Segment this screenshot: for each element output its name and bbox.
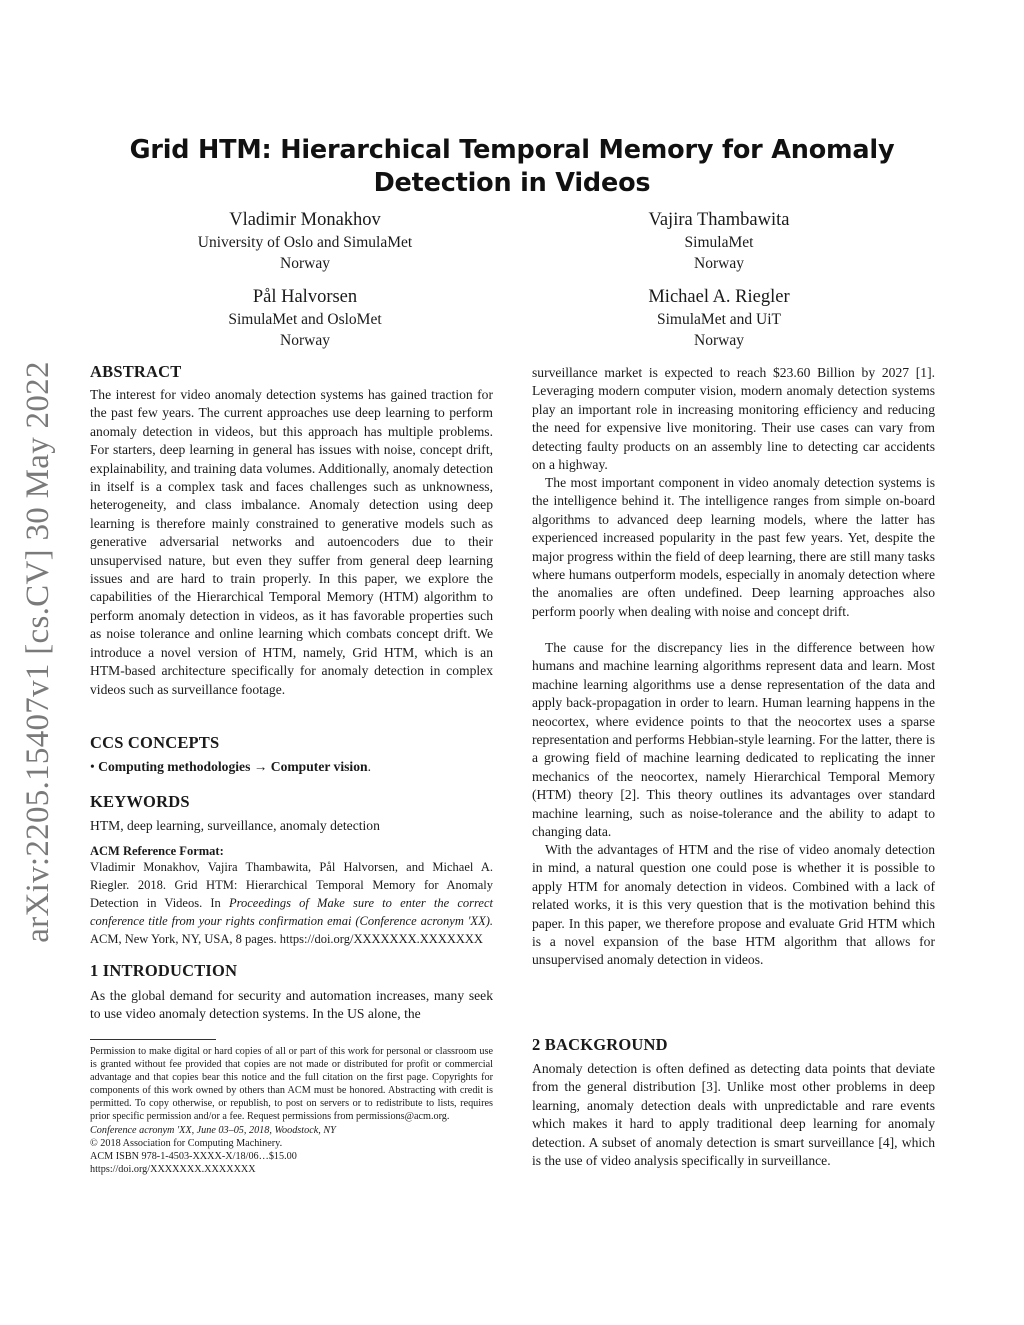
author-country: Norway bbox=[694, 332, 744, 349]
author-name: Pål Halvorsen bbox=[252, 287, 358, 307]
footnote-doi: https://doi.org/XXXXXXX.XXXXXXX bbox=[90, 1164, 256, 1175]
author-affiliation: SimulaMet bbox=[684, 234, 754, 251]
title-line-1: Grid HTM: Hierarchical Temporal Memory for Anomaly bbox=[129, 135, 895, 165]
author-affiliation: SimulaMet and OsloMet bbox=[228, 311, 382, 328]
introduction-paragraph-2: The most important component in video anomaly detection systems is the intelligence behind it. The intelligence ranges from simple on-board algorithms to advanced deep learning models, where the latter has experienced increased popularity in the past few years. Yet, despite the major progress within the field of deep learning, there are still many tasks where humans outperform models, especially in anomaly detection where the anomalies are often undefined. Deep learning approaches also perform poorly when dealing with noise and concept drift. bbox=[532, 475, 935, 619]
author-country: Norway bbox=[280, 255, 330, 272]
author-affiliation: University of Oslo and SimulaMet bbox=[197, 234, 413, 251]
author-country: Norway bbox=[694, 255, 744, 272]
footnote-conference: Conference acronym 'XX, June 03–05, 2018, Woodstock, NY bbox=[90, 1125, 336, 1136]
acm-reference-text bbox=[90, 858, 493, 948]
abstract-heading: ABSTRACT bbox=[90, 362, 182, 381]
ccs-period: . bbox=[367, 759, 371, 774]
keywords-heading: KEYWORDS bbox=[90, 792, 190, 811]
footnote-isbn: ACM ISBN 978-1-4503-XXXX-X/18/06…$15.00 bbox=[90, 1151, 297, 1162]
ccs-concept bbox=[90, 758, 493, 776]
title-line-2: Detection in Videos bbox=[373, 168, 651, 198]
acm-reference-authors: Vladimir Monakhov, Vajira Thambawita, Pål Halvorsen, and Michael A. Riegler. 2018. Grid HTM: Hierarchical Temporal Memory for Anomaly Detection in Videos. In bbox=[90, 860, 493, 910]
author-affiliation: SimulaMet and UiT bbox=[657, 311, 781, 328]
introduction-paragraph-3: The cause for the discrepancy lies in the difference between how humans and machine learning algorithms represent data and learn. Most machine learning algorithms use a dense representation of the data and apply back-propagation in order to learn. Human learning happens in the neocortex, where evidence points to that the neocortex uses a sparse representation and performs Hebbian-style learning. For the latter, there is a growing field of machine learning dedicated to replicating the inner mechanics of the neocortex, namely Hierarchical Temporal Memory (HTM) theory [2]. This theory outlines its advantages over standard machine learning, such as noise-tolerance and the ability to adapt to changing data. bbox=[532, 640, 935, 840]
footnote-copyright: © 2018 Association for Computing Machinery. bbox=[90, 1138, 283, 1149]
acm-reference-publisher: ACM, New York, NY, USA, 8 pages. https://doi.org/XXXXXXX.XXXXXXX bbox=[90, 932, 483, 946]
ccs-bullet: • bbox=[90, 759, 95, 774]
author-name: Michael A. Riegler bbox=[648, 287, 790, 307]
ccs-heading: CCS CONCEPTS bbox=[90, 733, 220, 752]
ccs-concept-path: Computing methodologies → Computer vision bbox=[98, 759, 368, 774]
introduction-text-left: As the global demand for security and automation increases, many seek to use video anomaly detection systems. In the US alone, the bbox=[90, 988, 493, 1022]
acm-reference-heading: ACM Reference Format: bbox=[90, 844, 224, 858]
background-text: Anomaly detection is often defined as detecting data points that deviate from the general distribution [3]. Unlike most other problems in deep learning, anomaly detection deals with unpredictable and rare events which makes it hard to apply traditional deep learning for anomaly detection. A subset of anomaly detection is smart surveillance [4], which is the use of video analysis specifically in surveillance. bbox=[532, 1061, 935, 1169]
author-block-4 bbox=[564, 285, 874, 351]
introduction-paragraph-1: surveillance market is expected to reach $23.60 Billion by 2027 [1]. Leveraging modern computer vision, modern anomaly detection systems play an important role in increasing monitoring efficiency and reducing the need for expensive live monitoring. Their use cases can vary from detecting faulty products on an assembly line to detecting car accidents on a highway. bbox=[532, 365, 935, 473]
author-country: Norway bbox=[280, 332, 330, 349]
introduction-heading: 1 INTRODUCTION bbox=[90, 961, 238, 980]
arxiv-sidebar-stamp: arXiv:2205.15407v1 [cs.CV] 30 May 2022 bbox=[20, 361, 56, 943]
author-block-3 bbox=[150, 285, 460, 351]
author-block-2 bbox=[564, 208, 874, 274]
author-name: Vajira Thambawita bbox=[648, 210, 790, 230]
introduction-paragraph-4: With the advantages of HTM and the rise of video anomaly detection in mind, a natural question one could pose is whether it is possible to apply HTM for anomaly detection in videos. Combined with a lack of related works, it is this very question that is the motivation behind this paper. In this paper, we therefore propose and evaluate Grid HTM which is a novel expansion of the base HTM algorithm that allows for unsupervised anomaly detection in videos. bbox=[532, 842, 935, 968]
author-name: Vladimir Monakhov bbox=[229, 210, 381, 230]
footnote-divider bbox=[90, 1039, 216, 1040]
footnote-block bbox=[90, 1045, 493, 1176]
acm-reference-venue: Proceedings of Make sure to enter the correct conference title from your rights confirmation emai (Conference acronym 'XX). bbox=[90, 896, 493, 928]
author-block-1 bbox=[150, 208, 460, 274]
paper-title bbox=[100, 134, 924, 200]
footnote-permission: Permission to make digital or hard copies of all or part of this work for personal or classroom use is granted without fee provided that copies are not made or distributed for profit or commercial advantage and that copies bear this notice and the full citation on the first page. Copyrights for components of this work owned by others than ACM must be honored. Abstracting with credit is permitted. To copy otherwise, or republish, to post on servers or to redistribute to lists, requires prior specific permission and/or a fee. Request permissions from permissions@acm.org. bbox=[90, 1046, 493, 1122]
keywords-text: HTM, deep learning, surveillance, anomaly detection bbox=[90, 818, 380, 833]
background-heading: 2 BACKGROUND bbox=[532, 1035, 668, 1054]
abstract-text: The interest for video anomaly detection systems has gained traction for the past few years. The current approaches use deep learning to perform anomaly detection in videos, but this approach has multiple problems. For starters, deep learning in general has issues with noise, concept drift, explainability, and training data volumes. Additionally, anomaly detection in itself is a complex task and faces challenges such as unknowness, heterogeneity, and class imbalance. Anomaly detection using deep learning is therefore mainly constrained to generative models such as generative adversarial networks and autoencoders due to their unsupervised nature, but even they suffer from general deep learning issues and are hard to train properly. In this paper, we explore the capabilities of the Hierarchical Temporal Memory (HTM) algorithm to perform anomaly detection in videos, as it has favorable properties such as noise tolerance and online learning which combats concept drift. We introduce a novel version of HTM, namely, Grid HTM, which is an HTM-based architecture specifically for anomaly detection in complex videos such as surveillance footage. bbox=[90, 387, 493, 697]
